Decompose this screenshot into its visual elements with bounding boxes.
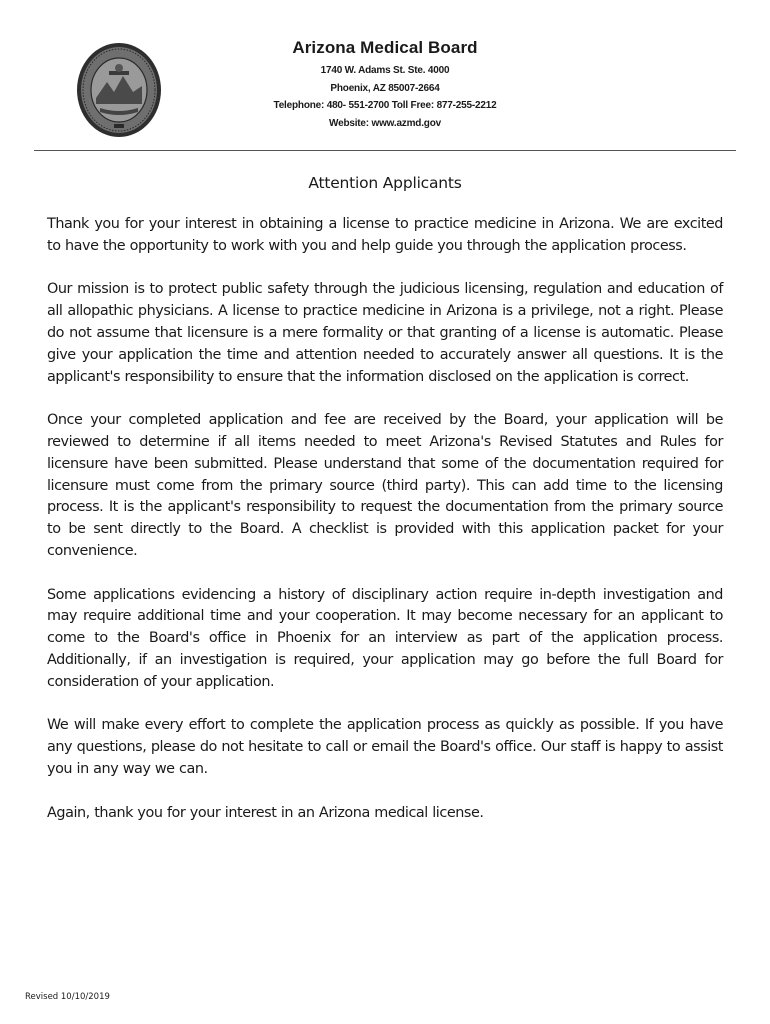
revision-date: Revised 10/10/2019	[25, 992, 110, 1002]
document-body	[47, 214, 723, 846]
paragraph-closing: Again, thank you for your interest in an Arizona medical license.	[47, 804, 484, 821]
state-seal-icon	[76, 42, 162, 138]
address-street: 1740 W. Adams St. Ste. 4000	[320, 65, 450, 76]
header-divider	[34, 150, 736, 151]
paragraph-intro: Thank you for your interest in obtaining a license to practice medicine in Arizona. We are excited to have the opportunity to work with you and help guide you through the application process.	[47, 216, 723, 254]
org-name: Arizona Medical Board	[292, 38, 478, 57]
paragraph-review: Once your completed application and fee are received by the Board, your application will be reviewed to determine if all items needed to meet Arizona's Revised Statutes and Rules for licensure have been submitted. Please understand that some of the documentation required for licensure must come from the primary source (third party). This can add time to the licensing process. It is the applicant's responsibility to request the documentation from the primary source to be sent directly to the Board. A checklist is provided with this application packet for your convenience.	[47, 412, 723, 559]
paragraph-disciplinary: Some applications evidencing a history of disciplinary action require in-depth investigation and may require additional time and your cooperation. It may become necessary for an applicant to come to the Board's office in Phoenix for an interview as part of the application process. Additionally, if an investigation is required, your application may go before the full Board for consideration of your application.	[47, 586, 723, 690]
website: Website: www.azmd.gov	[329, 117, 441, 129]
letterhead	[240, 38, 530, 132]
paragraph-contact: We will make every effort to complete the application process as quickly as possible. If you have any questions, please do not hesitate to call or email the Board's office. Our staff is happy to assist you in any way we can.	[47, 717, 723, 777]
address-city: Phoenix, AZ 85007-2664	[330, 82, 440, 94]
document-title: Attention Applicants	[308, 174, 462, 192]
paragraph-mission: Our mission is to protect public safety through the judicious licensing, regulation and education of all allopathic physicians. A license to practice medicine in Arizona is a privilege, not a right. Please do not assume that licensure is a mere formality or that granting of a license is automatic. Please give your application the time and attention needed to accurately answer all questions. It is the applicant's responsibility to ensure that the information disclosed on the application is correct.	[47, 281, 723, 385]
telephone: Telephone: 480- 551-2700 Toll Free: 877-255-2212	[273, 100, 497, 111]
